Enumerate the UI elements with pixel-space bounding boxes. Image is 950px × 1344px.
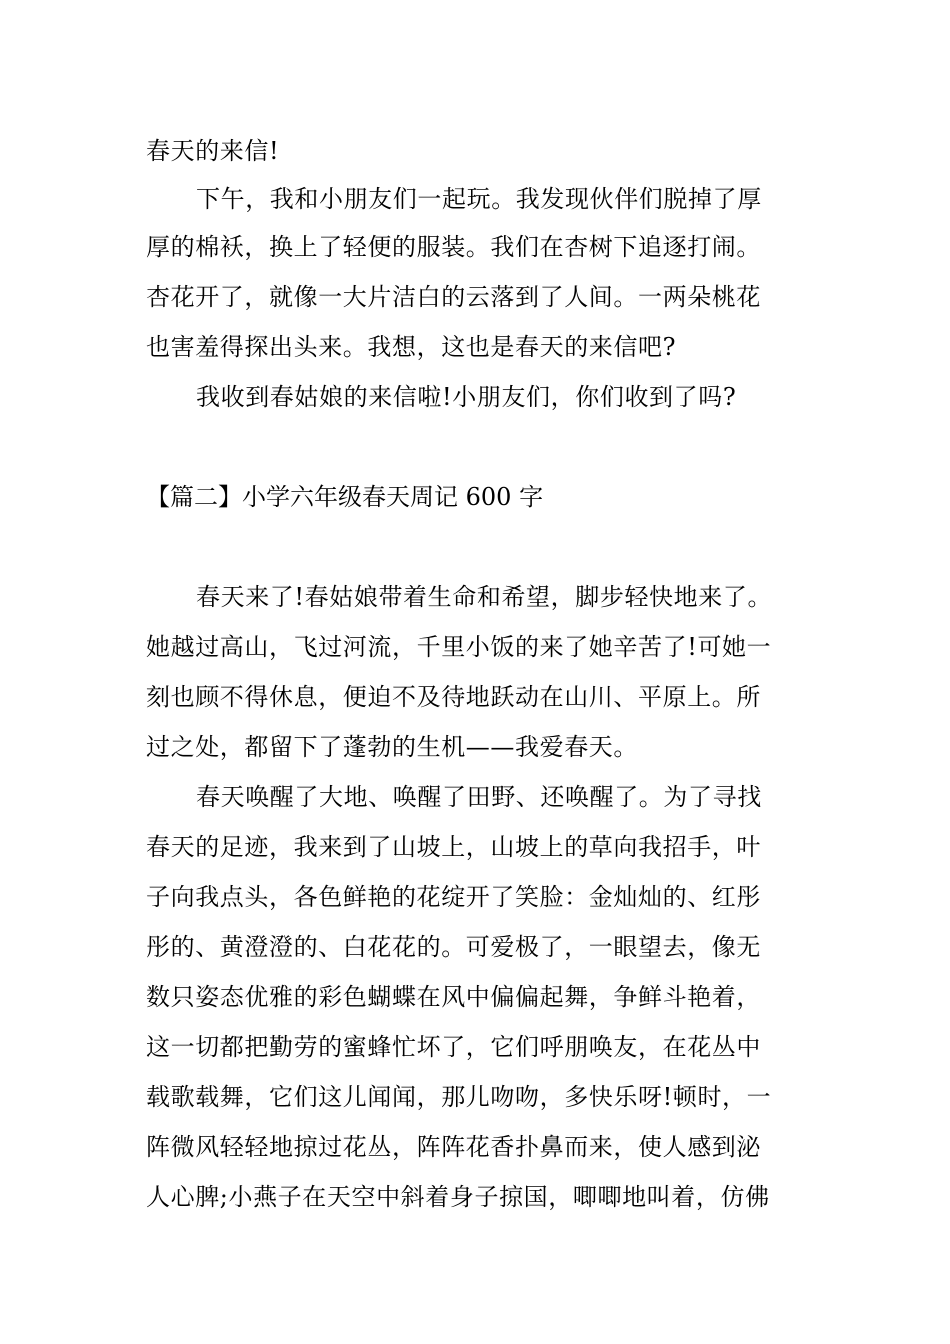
paragraph-line: 过之处，都留下了蓬勃的生机——我爱春天。 [146,733,638,761]
paragraph-line: 杏花开了，就像一大片洁白的云落到了人间。一两朵桃花 [146,283,761,311]
paragraph-line: 我收到春姑娘的来信啦!小朋友们，你们收到了吗? [196,383,737,411]
paragraph-line: 这一切都把勤劳的蜜蜂忙坏了，它们呼朋唤友，在花丛中 [146,1033,761,1061]
paragraph-line: 春天的来信! [146,137,280,165]
paragraph-line: 数只姿态优雅的彩色蝴蝶在风中偏偏起舞，争鲜斗艳着， [146,983,761,1011]
paragraph-line: 她越过高山，飞过河流，千里小饭的来了她辛苦了!可她一 [146,633,772,661]
paragraph-line: 春天的足迹，我来到了山坡上，山坡上的草向我招手，叶 [146,833,761,861]
paragraph-line: 子向我点头，各色鲜艳的花绽开了笑脸：金灿灿的、红彤 [146,883,761,911]
paragraph-line: 人心脾;小燕子在天空中斜着身子掠国，唧唧地叫着，仿佛 [146,1183,770,1211]
paragraph-line: 春天唤醒了大地、唤醒了田野、还唤醒了。为了寻找 [196,783,762,811]
paragraph-line: 阵微风轻轻地掠过花丛，阵阵花香扑鼻而来，使人感到泌 [146,1133,761,1161]
paragraph-line: 春天来了!春姑娘带着生命和希望，脚步轻快地来了。 [196,583,773,611]
paragraph-line: 也害羞得探出头来。我想，这也是春天的来信吧? [146,333,677,361]
section-heading: 【篇二】小学六年级春天周记 600 字 [146,483,544,511]
paragraph-line: 彤的、黄澄澄的、白花花的。可爱极了，一眼望去，像无 [146,933,761,961]
paragraph-line: 下午，我和小朋友们一起玩。我发现伙伴们脱掉了厚 [196,185,762,213]
paragraph-line: 刻也顾不得休息，便迫不及待地跃动在山川、平原上。所 [146,683,761,711]
paragraph-line: 厚的棉袄，换上了轻便的服装。我们在杏树下追逐打闹。 [146,233,761,261]
paragraph-line: 载歌载舞，它们这儿闻闻，那儿吻吻，多快乐呀!顿时，一 [146,1083,772,1111]
